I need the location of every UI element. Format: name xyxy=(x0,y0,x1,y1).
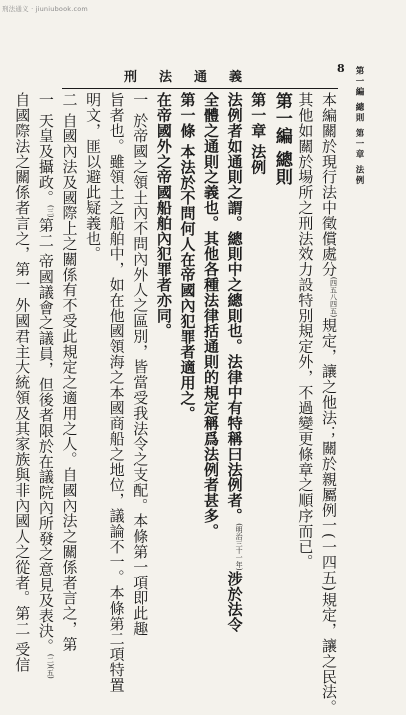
page-number: 8 xyxy=(337,62,345,75)
text-column xyxy=(246,92,270,578)
text-column xyxy=(269,92,293,578)
chapter-heading: 第一章 法例 xyxy=(249,92,268,175)
text-column xyxy=(293,92,317,578)
text-run: 自國際法之關係者言之，第一 外國君主大統領及其家族與非內國人之從者。第二 受信 xyxy=(13,92,32,673)
text-column xyxy=(316,92,340,715)
text-run: 明文，匪以避此疑義也。 xyxy=(84,92,103,262)
article-text: 第一條 本法於不問何人在帝國內犯罪者適用之。 xyxy=(178,92,197,422)
text-run: 一 天皇及攝政。 xyxy=(36,92,55,205)
text-column xyxy=(151,92,175,578)
text-column xyxy=(198,92,222,578)
inline-note: (五) xyxy=(46,666,55,679)
side-note: 第一編 總則 第一章 法例 xyxy=(354,66,364,186)
inline-note: (四五八四五) xyxy=(329,276,338,318)
text-column xyxy=(175,92,199,578)
text-run: 涉於法令 xyxy=(225,570,244,633)
running-title: 刑法通義 xyxy=(124,70,265,85)
inline-note: (三) xyxy=(46,204,55,218)
text-column xyxy=(80,92,104,578)
text-run: 旨者也。雖領土之船舶中，如在他國領海之本國商船之地位，議論不一。本條第二項特置 xyxy=(107,92,126,693)
watermark: 刑法通义 · jiuniubook.com xyxy=(2,5,88,13)
text-run: 規定，讓之他法；關於親屬例一(一四五)規定，讓之民法。 xyxy=(320,317,338,715)
text-column xyxy=(10,92,34,673)
text-run: 二 自國內法及國際上之關係有不受此規定之適用之人。自國內法之關係者言之，第 xyxy=(60,92,79,652)
text-run: 一 於帝國之領土內不問內外人之區別，皆當受我法令之支配。本條第一項即此趣 xyxy=(131,92,150,637)
header-rule xyxy=(62,88,338,89)
text-column xyxy=(128,92,152,637)
text-column xyxy=(57,92,81,652)
text-run: 第二 帝國議會之議員，但後者限於在議院內所發之意見及表決。 xyxy=(36,217,55,654)
inline-note: (二) xyxy=(46,653,55,667)
text-column xyxy=(104,92,128,693)
inline-note: (明治三十一年) xyxy=(235,523,244,571)
text-run: 其他如關於場所之刑法效力設特別規定外，不過變更條章之順序而已。 xyxy=(296,92,315,570)
body-text xyxy=(8,92,340,715)
part-heading: 第一編 總則 xyxy=(271,92,292,186)
text-run: 法例者如通則之謂。總則中之總則也。法律中有特稱曰法例者。 xyxy=(225,92,244,524)
text-run: 本編關於現行法中徵償處分 xyxy=(320,92,338,277)
article-text: 在帝國外之帝國船舶內犯罪者亦同。 xyxy=(154,92,173,339)
text-run: 全體之通則之義也。其他各種法律括通則的規定稱爲法例者甚多。 xyxy=(202,92,221,539)
text-column xyxy=(33,92,57,679)
text-column xyxy=(222,92,246,633)
